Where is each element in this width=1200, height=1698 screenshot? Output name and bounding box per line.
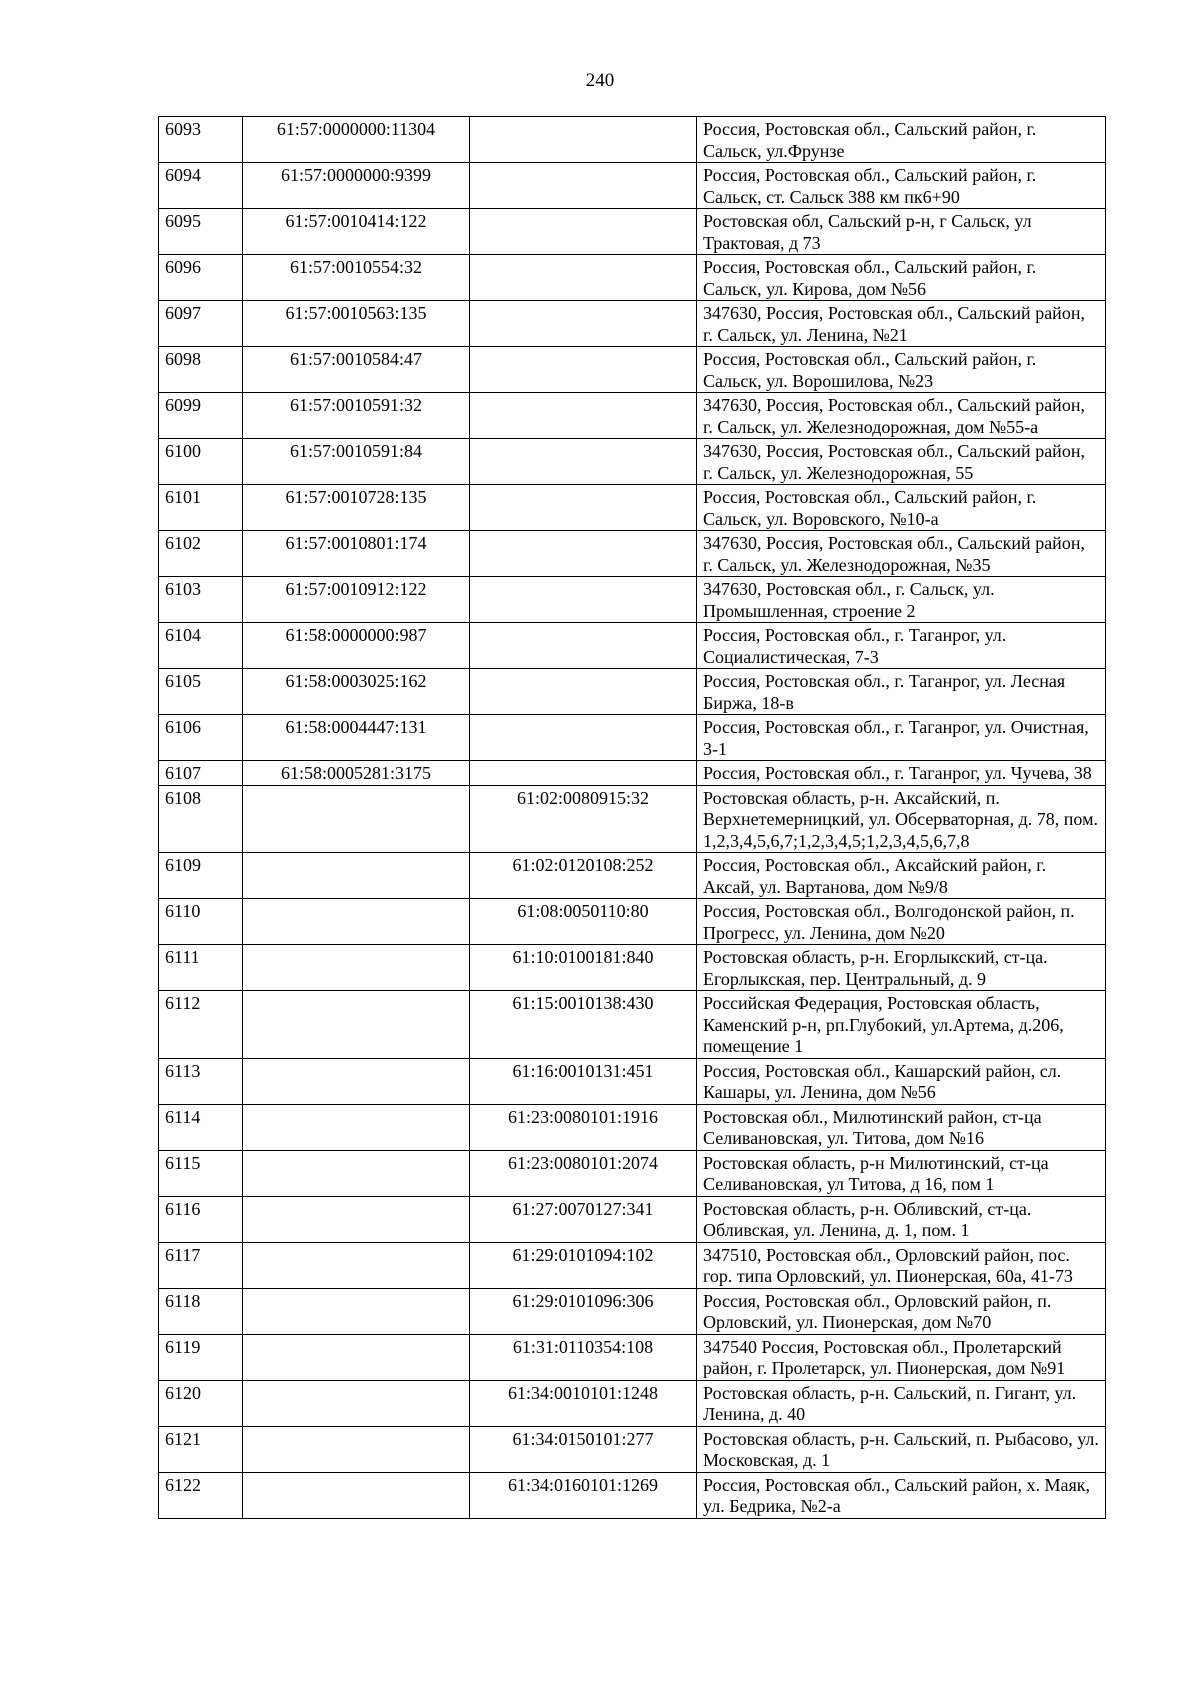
address-cell: Россия, Ростовская обл., г. Таганрог, ул. Социалистическая, 7-3 bbox=[697, 623, 1106, 669]
address-cell: Российская Федерация, Ростовская область, Каменский р-н, рп.Глубокий, ул.Артема, д.206, помещение 1 bbox=[697, 991, 1106, 1059]
row-number-cell: 6102 bbox=[159, 531, 243, 577]
row-number-cell: 6104 bbox=[159, 623, 243, 669]
table-row bbox=[159, 899, 1106, 945]
cadastral-number-cell bbox=[243, 1334, 470, 1380]
address-cell: Ростовская обл, Сальский р-н, г Сальск, ул Трактовая, д 73 bbox=[697, 209, 1106, 255]
table-row bbox=[159, 1150, 1106, 1196]
premises-cadastral-number-cell bbox=[470, 439, 697, 485]
address-cell: Россия, Ростовская обл., Волгодонской район, п. Прогресс, ул. Ленина, дом №20 bbox=[697, 899, 1106, 945]
premises-cadastral-number-cell: 61:31:0110354:108 bbox=[470, 1334, 697, 1380]
row-number-cell: 6103 bbox=[159, 577, 243, 623]
address-cell: Ростовская обл., Милютинский район, ст-ца Селивановская, ул. Титова, дом №16 bbox=[697, 1104, 1106, 1150]
address-cell: 347630, Россия, Ростовская обл., Сальский район, г. Сальск, ул. Железнодорожная, 55 bbox=[697, 439, 1106, 485]
property-registry-table bbox=[158, 116, 1106, 1519]
address-cell: Россия, Ростовская обл., г. Таганрог, ул. Очистная, 3-1 bbox=[697, 715, 1106, 761]
row-number-cell: 6112 bbox=[159, 991, 243, 1059]
row-number-cell: 6118 bbox=[159, 1288, 243, 1334]
address-cell: 347630, Россия, Ростовская обл., Сальский район, г. Сальск, ул. Ленина, №21 bbox=[697, 301, 1106, 347]
premises-cadastral-number-cell bbox=[470, 209, 697, 255]
table-row bbox=[159, 623, 1106, 669]
row-number-cell: 6096 bbox=[159, 255, 243, 301]
address-cell: Ростовская область, р-н Милютинский, ст-ца Селивановская, ул Титова, д 16, пом 1 bbox=[697, 1150, 1106, 1196]
address-cell: 347630, Ростовская обл., г. Сальск, ул. Промышленная, строение 2 bbox=[697, 577, 1106, 623]
address-cell: Ростовская область, р-н. Егорлыкский, ст-ца. Егорлыкская, пер. Центральный, д. 9 bbox=[697, 945, 1106, 991]
row-number-cell: 6122 bbox=[159, 1472, 243, 1518]
premises-cadastral-number-cell bbox=[470, 117, 697, 163]
table-row bbox=[159, 393, 1106, 439]
table-row bbox=[159, 577, 1106, 623]
table-row bbox=[159, 991, 1106, 1059]
premises-cadastral-number-cell: 61:02:0120108:252 bbox=[470, 853, 697, 899]
row-number-cell: 6116 bbox=[159, 1196, 243, 1242]
cadastral-number-cell: 61:58:0003025:162 bbox=[243, 669, 470, 715]
address-cell: Россия, Ростовская обл., г. Таганрог, ул. Лесная Биржа, 18-в bbox=[697, 669, 1106, 715]
premises-cadastral-number-cell bbox=[470, 301, 697, 347]
cadastral-number-cell: 61:57:0000000:11304 bbox=[243, 117, 470, 163]
premises-cadastral-number-cell bbox=[470, 761, 697, 786]
cadastral-number-cell bbox=[243, 899, 470, 945]
row-number-cell: 6120 bbox=[159, 1380, 243, 1426]
table-row bbox=[159, 1380, 1106, 1426]
row-number-cell: 6121 bbox=[159, 1426, 243, 1472]
row-number-cell: 6114 bbox=[159, 1104, 243, 1150]
table-row bbox=[159, 853, 1106, 899]
row-number-cell: 6101 bbox=[159, 485, 243, 531]
table-row bbox=[159, 531, 1106, 577]
premises-cadastral-number-cell: 61:29:0101096:306 bbox=[470, 1288, 697, 1334]
address-cell: 347540 Россия, Ростовская обл., Пролетарский район, г. Пролетарск, ул. Пионерская, дом №91 bbox=[697, 1334, 1106, 1380]
premises-cadastral-number-cell bbox=[470, 531, 697, 577]
cadastral-number-cell bbox=[243, 785, 470, 853]
table-row bbox=[159, 715, 1106, 761]
cadastral-number-cell bbox=[243, 945, 470, 991]
row-number-cell: 6107 bbox=[159, 761, 243, 786]
row-number-cell: 6111 bbox=[159, 945, 243, 991]
row-number-cell: 6115 bbox=[159, 1150, 243, 1196]
table-row bbox=[159, 761, 1106, 786]
address-cell: Ростовская область, р-н. Аксайский, п. Верхнетемерницкий, ул. Обсерваторная, д. 78, пом. 1,2,3,4,5,6,7;1,2,3,4,5;1,2,3,4,5,6,7,8 bbox=[697, 785, 1106, 853]
cadastral-number-cell bbox=[243, 1196, 470, 1242]
row-number-cell: 6105 bbox=[159, 669, 243, 715]
table-row bbox=[159, 1472, 1106, 1518]
table-row bbox=[159, 1196, 1106, 1242]
table-row bbox=[159, 1058, 1106, 1104]
row-number-cell: 6100 bbox=[159, 439, 243, 485]
premises-cadastral-number-cell bbox=[470, 715, 697, 761]
table-row bbox=[159, 439, 1106, 485]
cadastral-number-cell bbox=[243, 1288, 470, 1334]
address-cell: Россия, Ростовская обл., Сальский район, г. Сальск, ул.Фрунзе bbox=[697, 117, 1106, 163]
premises-cadastral-number-cell: 61:23:0080101:1916 bbox=[470, 1104, 697, 1150]
table-row bbox=[159, 669, 1106, 715]
premises-cadastral-number-cell bbox=[470, 577, 697, 623]
cadastral-number-cell bbox=[243, 1472, 470, 1518]
premises-cadastral-number-cell: 61:34:0150101:277 bbox=[470, 1426, 697, 1472]
address-cell: Россия, Ростовская обл., Сальский район, г. Сальск, ул. Кирова, дом №56 bbox=[697, 255, 1106, 301]
cadastral-number-cell: 61:57:0010591:84 bbox=[243, 439, 470, 485]
cadastral-number-cell bbox=[243, 1104, 470, 1150]
cadastral-number-cell: 61:57:0000000:9399 bbox=[243, 163, 470, 209]
address-cell: Ростовская область, р-н. Сальский, п. Рыбасово, ул. Московская, д. 1 bbox=[697, 1426, 1106, 1472]
row-number-cell: 6109 bbox=[159, 853, 243, 899]
cadastral-number-cell: 61:58:0005281:3175 bbox=[243, 761, 470, 786]
address-cell: Россия, Ростовская обл., Сальский район, х. Маяк, ул. Бедрика, №2-а bbox=[697, 1472, 1106, 1518]
table-row bbox=[159, 785, 1106, 853]
row-number-cell: 6106 bbox=[159, 715, 243, 761]
address-cell: Россия, Ростовская обл., Сальский район, г. Сальск, ул. Воровского, №10-а bbox=[697, 485, 1106, 531]
table-row bbox=[159, 1242, 1106, 1288]
address-cell: Россия, Ростовская обл., Сальский район, г. Сальск, ул. Ворошилова, №23 bbox=[697, 347, 1106, 393]
cadastral-number-cell bbox=[243, 991, 470, 1059]
premises-cadastral-number-cell: 61:34:0160101:1269 bbox=[470, 1472, 697, 1518]
registry-body bbox=[159, 117, 1106, 1519]
premises-cadastral-number-cell: 61:16:0010131:451 bbox=[470, 1058, 697, 1104]
cadastral-number-cell: 61:57:0010591:32 bbox=[243, 393, 470, 439]
table-row bbox=[159, 1288, 1106, 1334]
address-cell: 347510, Ростовская обл., Орловский район, пос. гор. типа Орловский, ул. Пионерская, 60а, 41-73 bbox=[697, 1242, 1106, 1288]
premises-cadastral-number-cell bbox=[470, 347, 697, 393]
table-row bbox=[159, 209, 1106, 255]
premises-cadastral-number-cell bbox=[470, 163, 697, 209]
cadastral-number-cell: 61:57:0010801:174 bbox=[243, 531, 470, 577]
table-row bbox=[159, 945, 1106, 991]
table-row bbox=[159, 1426, 1106, 1472]
address-cell: Ростовская область, р-н. Обливский, ст-ца. Обливская, ул. Ленина, д. 1, пом. 1 bbox=[697, 1196, 1106, 1242]
premises-cadastral-number-cell bbox=[470, 485, 697, 531]
premises-cadastral-number-cell: 61:10:0100181:840 bbox=[470, 945, 697, 991]
premises-cadastral-number-cell bbox=[470, 669, 697, 715]
row-number-cell: 6113 bbox=[159, 1058, 243, 1104]
table-row bbox=[159, 117, 1106, 163]
row-number-cell: 6119 bbox=[159, 1334, 243, 1380]
row-number-cell: 6098 bbox=[159, 347, 243, 393]
cadastral-number-cell bbox=[243, 853, 470, 899]
row-number-cell: 6099 bbox=[159, 393, 243, 439]
address-cell: Россия, Ростовская обл., Аксайский район, г. Аксай, ул. Вартанова, дом №9/8 bbox=[697, 853, 1106, 899]
cadastral-number-cell bbox=[243, 1380, 470, 1426]
address-cell: Ростовская область, р-н. Сальский, п. Гигант, ул. Ленина, д. 40 bbox=[697, 1380, 1106, 1426]
cadastral-number-cell bbox=[243, 1058, 470, 1104]
premises-cadastral-number-cell: 61:29:0101094:102 bbox=[470, 1242, 697, 1288]
table-row bbox=[159, 1104, 1106, 1150]
address-cell: 347630, Россия, Ростовская обл., Сальский район, г. Сальск, ул. Железнодорожная, дом №55-а bbox=[697, 393, 1106, 439]
table-row bbox=[159, 485, 1106, 531]
table-row bbox=[159, 347, 1106, 393]
cadastral-number-cell: 61:57:0010728:135 bbox=[243, 485, 470, 531]
address-cell: Россия, Ростовская обл., г. Таганрог, ул. Чучева, 38 bbox=[697, 761, 1106, 786]
cadastral-number-cell: 61:57:0010563:135 bbox=[243, 301, 470, 347]
cadastral-number-cell bbox=[243, 1426, 470, 1472]
premises-cadastral-number-cell: 61:23:0080101:2074 bbox=[470, 1150, 697, 1196]
cadastral-number-cell bbox=[243, 1150, 470, 1196]
address-cell: Россия, Ростовская обл., Кашарский район, сл. Кашары, ул. Ленина, дом №56 bbox=[697, 1058, 1106, 1104]
cadastral-number-cell: 61:58:0004447:131 bbox=[243, 715, 470, 761]
row-number-cell: 6110 bbox=[159, 899, 243, 945]
address-cell: 347630, Россия, Ростовская обл., Сальский район, г. Сальск, ул. Железнодорожная, №35 bbox=[697, 531, 1106, 577]
premises-cadastral-number-cell bbox=[470, 623, 697, 669]
premises-cadastral-number-cell: 61:08:0050110:80 bbox=[470, 899, 697, 945]
table-row bbox=[159, 1334, 1106, 1380]
table-row bbox=[159, 301, 1106, 347]
cadastral-number-cell: 61:58:0000000:987 bbox=[243, 623, 470, 669]
cadastral-number-cell: 61:57:0010584:47 bbox=[243, 347, 470, 393]
cadastral-number-cell: 61:57:0010912:122 bbox=[243, 577, 470, 623]
table-row bbox=[159, 163, 1106, 209]
row-number-cell: 6094 bbox=[159, 163, 243, 209]
row-number-cell: 6108 bbox=[159, 785, 243, 853]
row-number-cell: 6093 bbox=[159, 117, 243, 163]
page-number: 240 bbox=[585, 70, 615, 91]
premises-cadastral-number-cell: 61:02:0080915:32 bbox=[470, 785, 697, 853]
row-number-cell: 6117 bbox=[159, 1242, 243, 1288]
table-row bbox=[159, 255, 1106, 301]
cadastral-number-cell: 61:57:0010414:122 bbox=[243, 209, 470, 255]
address-cell: Россия, Ростовская обл., Орловский район, п. Орловский, ул. Пионерская, дом №70 bbox=[697, 1288, 1106, 1334]
cadastral-number-cell bbox=[243, 1242, 470, 1288]
cadastral-number-cell: 61:57:0010554:32 bbox=[243, 255, 470, 301]
address-cell: Россия, Ростовская обл., Сальский район, г. Сальск, ст. Сальск 388 км пк6+90 bbox=[697, 163, 1106, 209]
premises-cadastral-number-cell: 61:15:0010138:430 bbox=[470, 991, 697, 1059]
premises-cadastral-number-cell: 61:27:0070127:341 bbox=[470, 1196, 697, 1242]
premises-cadastral-number-cell bbox=[470, 255, 697, 301]
row-number-cell: 6097 bbox=[159, 301, 243, 347]
premises-cadastral-number-cell: 61:34:0010101:1248 bbox=[470, 1380, 697, 1426]
row-number-cell: 6095 bbox=[159, 209, 243, 255]
premises-cadastral-number-cell bbox=[470, 393, 697, 439]
